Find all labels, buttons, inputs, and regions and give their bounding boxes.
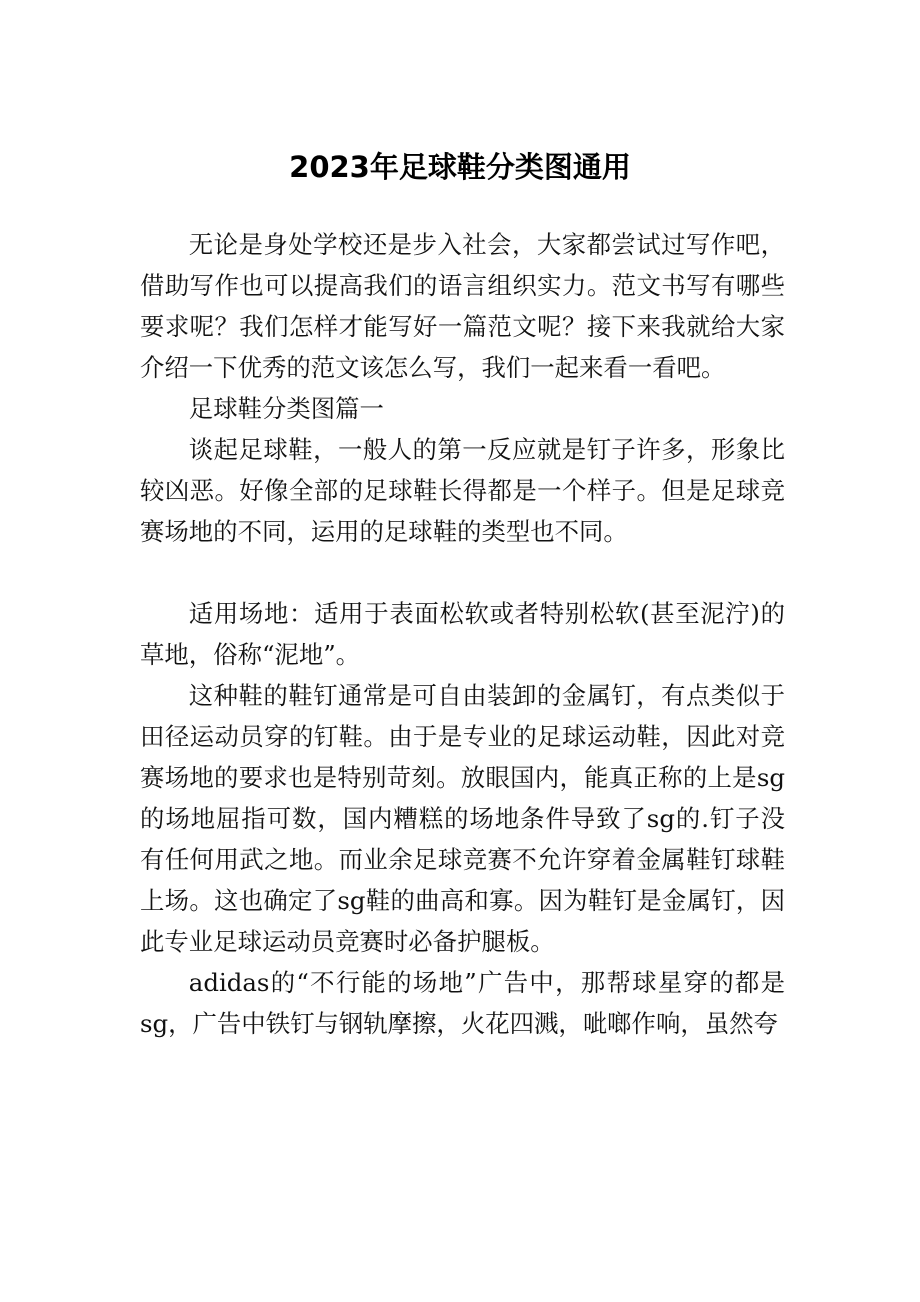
paragraph: adidas的“不行能的场地”广告中，那帮球星穿的都是sg，广告中铁钉与钢轨摩擦，火花四溅，呲啷作响，虽然夸 [140, 968, 785, 1038]
document-body [140, 224, 785, 1044]
document-title: 2023年足球鞋分类图通用 [289, 150, 631, 184]
paragraph: 谈起足球鞋，一般人的第一反应就是钉子许多，形象比较凶恶。好像全部的足球鞋长得都是一个样子。但是足球竞赛场地的不同，运用的足球鞋的类型也不同。 [140, 435, 785, 546]
section-heading: 足球鞋分类图篇一 [188, 394, 384, 423]
paragraph-intro: 无论是身处学校还是步入社会，大家都尝试过写作吧，借助写作也可以提高我们的语言组织实力。范文书写有哪些要求呢？我们怎样才能写好一篇范文呢？接下来我就给大家介绍一下优秀的范文该怎么写，我们一起来看一看吧。 [140, 230, 785, 382]
paragraph: 适用场地：适用于表面松软或者特别松软(甚至泥泞)的草地，俗称“泥地”。 [140, 599, 785, 669]
paragraph: 这种鞋的鞋钉通常是可自由装卸的金属钉，有点类似于田径运动员穿的钉鞋。由于是专业的足球运动鞋，因此对竞赛场地的要求也是特别苛刻。放眼国内，能真正称的上是sg的场地屈指可数，国内糟糕的场地条件导致了sg的.钉子没有任何用武之地。而业余足球竞赛不允许穿着金属鞋钉球鞋上场。这也确定了sg鞋的曲高和寡。因为鞋钉是金属钉，因此专业足球运动员竞赛时必备护腿板。 [140, 681, 785, 956]
